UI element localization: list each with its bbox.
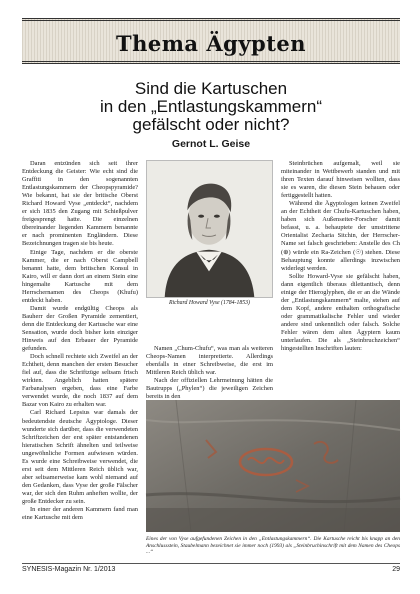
paragraph: Steinbrüchen aufgemalt, weil sie miteinander in Wettbewerb standen und mit ihren Texten darauf hinweisen wollten, dass sie es waren, die diesen Stein behauen oder fertiggestellt hatten. (281, 160, 400, 200)
paragraph: Sollte Howard-Vyse sie gefälscht haben, dann eigentlich überaus dilettantisch, denn einige der Hieroglyphen, die er an die Wände der „Entlastungskammern“ malte, stehen auf dem Kopf, andere enthalten orthografische oder grammatikalische Fehler und wieder andere sind unkenntlich oder falsch. Solche Fehler wären dem alten Ägyptern kaum unterlaufen. Die als „Steinbruchzeichen“ hingestellten Inschriften lauten: (281, 272, 400, 353)
paragraph: Während die Ägyptologen keinen Zweifel an der Echtheit der Chufu-Kartuschen haben, haben sich Außenseiter-Forscher damit befasst, u. a. behauptete der umstrittene Orientalist Zecharia Sitchin, der Herrscher-Name sei falsch geschrieben: Anstelle des Ch (⊕) würde ein Ra-Zeichen (☉) stehen. Diese Behauptung konnte allerdings inzwischen widerlegt werden. (281, 200, 400, 272)
paragraph: In einer der anderen Kammern fand man eine Kartusche mit dem (22, 506, 138, 522)
portrait-image (146, 160, 273, 298)
paragraph: Daran entzünden sich seit ihrer Entdeckung die Geister: Wie echt sind die Graffiti in den sogenannten Entlastungskammern der Cheopspyramide? Wie bekannt, hat sie der britische Oberst Richard Howard Vyse „entdeckt“, nachdem er sich 1835 den Zugang mit Schießpulver freigesprengt hatte. Die einzelnen übereinander liegenden Kammern benannte er nach prominenten Engländern. Diese Bezeichnungen tragen sie bis heute. (22, 160, 138, 248)
section-title: Thema Ägypten (115, 31, 307, 56)
text-column-right (281, 160, 400, 394)
portrait-caption: Richard Howard Vyse (1784-1853) (169, 300, 250, 306)
headline-line: gefälscht oder nicht? (132, 115, 290, 134)
cartouche-photo (146, 400, 400, 532)
section-banner (22, 18, 400, 64)
article-headline (22, 80, 400, 134)
page-number: 29 (392, 566, 400, 573)
paragraph: Einige Tage, nachdem er die oberste Kammer, die er nach Oberst Campbell benannt hatte, dem britischen Konsul in Kairo, will er dann dort an einem Stein eine hingemalte Kartusche mit dem Herrschernamen des Cheops (Khufu) entdeckt haben. (22, 248, 138, 304)
photo-caption: Eines der von Vyse aufgefundenen Zeichen in den „Entlastungskammern“. Die Kartusche reicht bis knapp an den Anschlussstein, Staubelmann bezeichnet sie immer noch (1993) als „Steinbruchinschrift mit dem Namen des Cheops ...“ (146, 536, 400, 556)
headline-line: in den „Entlastungskammern“ (99, 97, 323, 116)
text-column-middle (146, 345, 273, 401)
paragraph: Namen „Chum-Chufu“, was man als weiteren Cheops-Namen interpretierte. Allerdings ebenfalls in einer Schreibweise, die erst im Mittleren Reich üblich war. (146, 345, 273, 377)
paragraph: Doch schnell rechtete sich Zweifel an der Echtheit, denn manchen der ersten Besucher fiel auf, dass die Schriftzüge seltsam frisch wirkten. Angeblich hatten spätere Farbanalysen ergeben, dass eine Farbe verwendet wurde, die noch 1837 auf dem Bazar von Kairo zu erhalten war. (22, 353, 138, 409)
paragraph: Damit wurde endgültig Cheops als Bauherr der Großen Pyramide zementiert, denn die Entdeckung der Kartusche war eine Sensation, wurde doch bisher kein einziger Hinweis auf den Erbauer der Pyramide gefunden. (22, 304, 138, 353)
footer-divider (22, 563, 400, 564)
paragraph: Nach der offiziellen Lehrmeinung hätten die Bautrupps („Phylen“) die jeweiligen Zeichen bereits in den (146, 377, 273, 401)
text-column-left (22, 160, 138, 560)
magazine-issue: SYNESIS-Magazin Nr. 1/2013 (22, 566, 116, 573)
headline-line: Sind die Kartuschen (134, 79, 288, 98)
paragraph: Carl Richard Lepsius war damals der bedeutendste deutsche Ägyptologe. Dieser wunderte sich darüber, dass die verwendeten Schriftzeichen der erst später entstandenen hieratischen Schrift ähnelten und teilweise ungewöhnliche Formen aufwiesen würden. Es wurde eine Schreibweise verwendet, die erst seit dem Mittleren Reich üblich war, aber seltsamerweise kam wohl niemand auf den Gedanken, dass Vyse der große Fälscher war, der sich den Ruhm anheften wollte, der große Entdecker zu sein. (22, 409, 138, 505)
article-author: Gernot L. Geise (171, 138, 251, 150)
